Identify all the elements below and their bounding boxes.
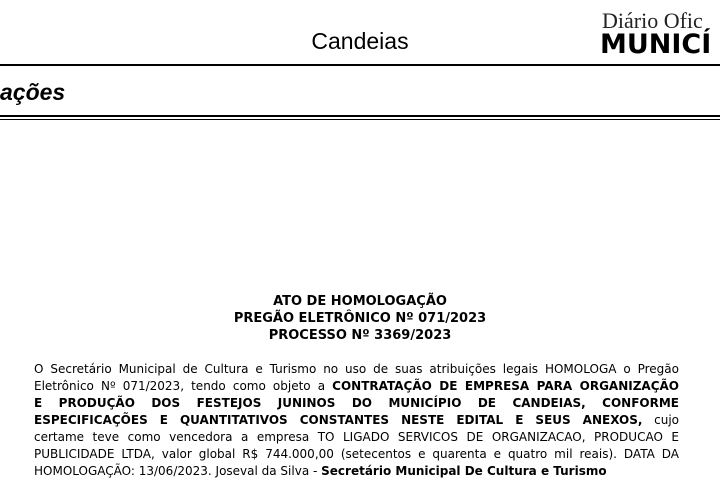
act-body-text: cujo <box>642 413 679 427</box>
act-body-line-6: PUBLICIDADE LTDA, valor global R$ 744.000,00 (setecentos e quarenta e quatro mil reais). DATA DA <box>34 447 679 461</box>
act-date-signatory: HOMOLOGAÇÃO: 13/06/2023. Joseval da Silva - <box>34 464 322 478</box>
act-body-line-7 <box>34 463 679 479</box>
diario-oficial-logo <box>600 8 720 58</box>
act-body-line-2 <box>34 378 679 394</box>
act-body-line-3: E PRODUÇÃO DOS FESTEJOS JUNINOS DO MUNICÍPIO DE CANDEIAS, CONFORME <box>34 396 679 410</box>
header-city-name: Candeias <box>311 28 409 54</box>
section-title: ações <box>0 79 66 105</box>
act-body-text: Eletrônico Nº 071/2023, tendo como objeto a <box>34 379 333 393</box>
act-title: ATO DE HOMOLOGAÇÃO <box>273 294 447 309</box>
header-divider <box>0 64 720 66</box>
logo-line-1: Diário Ofic <box>602 8 703 33</box>
act-object-bold: CONTRATAÇÃO DE EMPRESA PARA ORGANIZAÇÃO <box>332 379 679 393</box>
section-divider-thick <box>0 115 720 117</box>
auction-number: PREGÃO ELETRÔNICO Nº 071/2023 <box>233 311 487 326</box>
process-number: PROCESSO Nº 3369/2023 <box>268 328 452 343</box>
act-body-line-1: O Secretário Municipal de Cultura e Turismo no uso de suas atribuições legais HOMOLOGA o Pregão <box>34 362 679 376</box>
logo-line-2: MUNICÍ <box>600 29 712 58</box>
act-object-bold-end: ESPECIFICAÇÕES E QUANTITATIVOS CONSTANTES NESTE EDITAL E SEUS ANEXOS, <box>34 413 643 427</box>
section-divider-thin <box>0 119 720 120</box>
act-body-line-4 <box>34 412 679 428</box>
signatory-title: Secretário Municipal De Cultura e Turismo <box>321 464 607 478</box>
act-body-line-5: certame teve como vencedora a empresa TO LIGADO SERVICOS DE ORGANIZACAO, PRODUCAO E <box>34 430 679 444</box>
